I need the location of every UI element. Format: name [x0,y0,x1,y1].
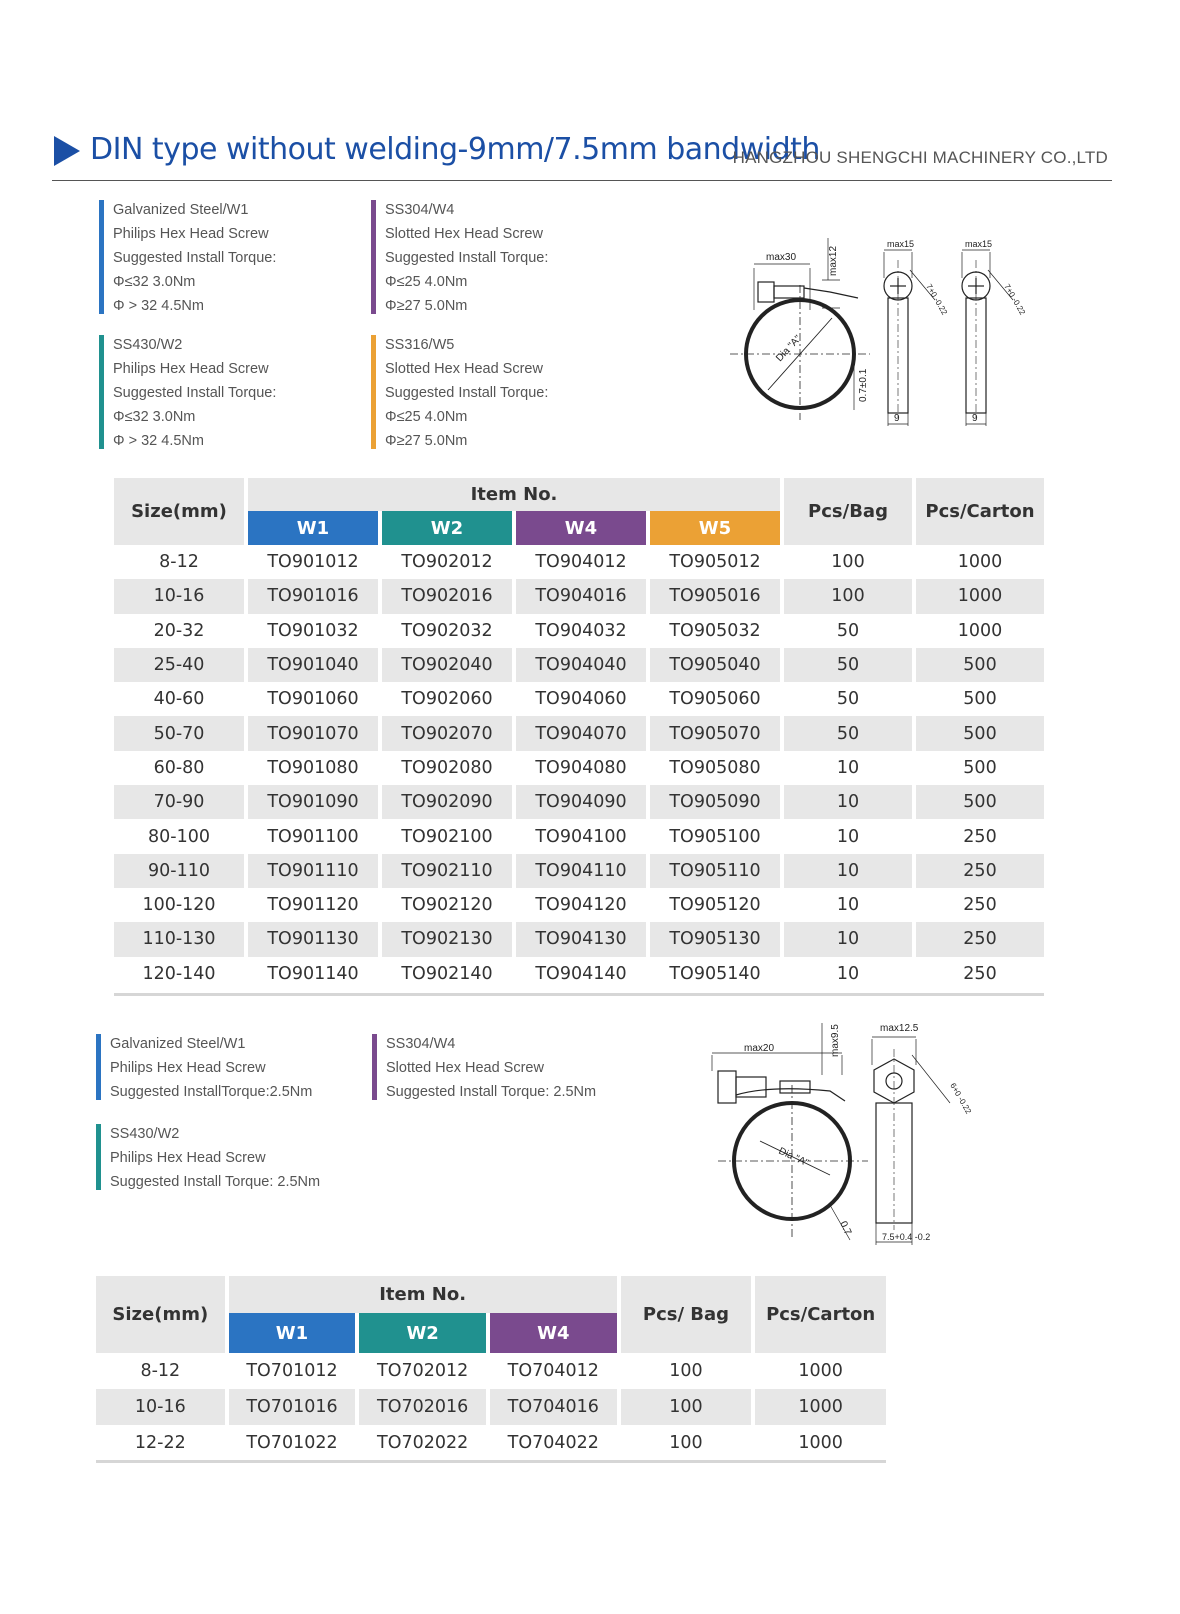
table-cell: 250 [916,922,1044,956]
table-cell: TO904100 [535,826,627,847]
table-cell: 500 [916,648,1044,682]
dim-label: 7.5+0.4 -0.2 [882,1232,931,1242]
table-cell: TO701016 [229,1389,356,1425]
dia-label: Dia "A" [776,1145,810,1170]
table-cell: 1000 [957,620,1003,641]
pcs-bag-header: Pcs/ Bag [621,1276,752,1353]
dim-label: max15 [887,239,915,249]
table-cell: 100-120 [142,895,216,916]
spec-line: SS304/W4 [385,202,455,218]
grade-w4-header: W4 [516,511,646,545]
spec-line: Φ > 32 4.5Nm [113,298,204,314]
table-cell: 10-16 [96,1389,225,1425]
table-cell: 500 [963,689,997,710]
spec-line: Suggested Install Torque: 2.5Nm [386,1084,597,1100]
table-row [114,545,1044,579]
spec-color-bar [372,1034,377,1100]
dim-label: 7+0 -0.22 [1002,282,1028,317]
table-cell: 100 [669,1433,703,1453]
table-cell: TO904032 [535,620,627,641]
spec-color-bar [371,200,376,314]
table-cell: TO905070 [650,716,780,750]
table-row [96,1353,886,1389]
spec-color-bar [371,335,376,449]
table-cell: 100 [784,579,912,613]
table-cell: TO902060 [401,689,493,710]
item-no-header: Item No. [229,1276,617,1313]
table-cell: 100 [831,552,865,573]
spec-line: Philips Hex Head Screw [113,226,269,242]
spec-line: Φ > 32 4.5Nm [113,433,204,449]
table-cell: TO904110 [516,854,646,888]
table-cell: TO902140 [401,963,493,984]
spec-galvanized-w1 [99,198,276,318]
spec-line: Φ≤25 4.0Nm [385,274,468,290]
table-cell: 50-70 [114,716,244,750]
spec-ss430-w2-7mm [96,1122,320,1194]
spec-line: Philips Hex Head Screw [110,1060,266,1076]
triangle-icon [54,136,80,166]
table-cell: TO901090 [248,785,378,819]
table-cell: TO904070 [516,716,646,750]
table-cell: 12-22 [134,1433,186,1453]
table-cell: TO701012 [246,1361,338,1381]
table-cell: 25-40 [114,648,244,682]
spec-color-bar [99,335,104,449]
table-cell: 500 [916,785,1044,819]
dim-label: 9 [894,413,900,424]
table-cell: TO905040 [650,648,780,682]
table-cell: TO704016 [490,1389,617,1425]
table-cell: 10 [836,826,860,847]
table-cell: TO902130 [382,922,512,956]
table-cell: TO702022 [377,1433,469,1453]
table-cell: TO905130 [650,922,780,956]
table-cell: TO901060 [267,689,359,710]
table-bottom-rule [114,993,1044,996]
item-table-body [114,545,1044,991]
table-row [114,579,1044,613]
table-cell: 250 [963,895,997,916]
spec-color-bar [99,200,104,314]
table-cell: 1000 [916,579,1044,613]
table-row [114,716,1044,750]
table-cell: TO904080 [535,757,627,778]
dia-label: Dia "A" [774,333,804,365]
grade-w4-header: W4 [490,1313,617,1353]
table-cell: TO901120 [267,895,359,916]
table-bottom-rule [96,1460,886,1463]
table-cell: TO904040 [516,648,646,682]
table-cell: TO901100 [267,826,359,847]
spec-galvanized-w1-7mm [96,1032,312,1104]
grade-w5-header: W5 [650,511,780,545]
table-cell: TO904130 [516,922,646,956]
dim-label: 0.7±0.1 [858,368,869,402]
table-cell: TO704022 [507,1433,599,1453]
table-cell: TO905090 [650,785,780,819]
table-row [114,888,1044,922]
table-cell: 40-60 [153,689,205,710]
spec-line: Slotted Hex Head Screw [385,361,543,377]
grade-w1-header: W1 [248,511,378,545]
spec-line: Philips Hex Head Screw [113,361,269,377]
pcs-bag-header: Pcs/Bag [784,478,912,545]
table-cell: TO905110 [650,854,780,888]
table-cell: TO905016 [650,579,780,613]
grade-w2-header: W2 [382,511,512,545]
table-cell: TO905012 [669,552,761,573]
spec-line: Suggested Install Torque: [385,250,549,266]
spec-color-bar [96,1124,101,1190]
table-cell: 110-130 [114,922,244,956]
item-table-body [96,1353,886,1461]
table-cell: 1000 [798,1433,843,1453]
table-row [96,1425,886,1461]
table-row [114,957,1044,991]
table-cell: TO702012 [377,1361,469,1381]
table-cell: TO701022 [246,1433,338,1453]
table-cell: TO904140 [535,963,627,984]
spec-line: Φ≤32 3.0Nm [113,274,196,290]
table-cell: TO902012 [401,552,493,573]
spec-ss304-w4-7mm [372,1032,596,1104]
table-cell: TO904016 [516,579,646,613]
table-cell: 60-80 [153,757,205,778]
table-cell: 120-140 [142,963,216,984]
table-cell: TO901016 [248,579,378,613]
table-cell: TO904090 [516,785,646,819]
table-cell: TO902040 [382,648,512,682]
table-cell: TO704012 [507,1361,599,1381]
table-cell: TO702016 [359,1389,486,1425]
dim-label: 0.7 [837,1219,854,1237]
item-table-7-5mm [92,1276,890,1461]
table-row [114,854,1044,888]
table-cell: 1000 [798,1361,843,1381]
table-cell: 50 [784,716,912,750]
table-cell: 10 [784,922,912,956]
table-cell: 20-32 [153,620,205,641]
item-table-9mm [110,478,1048,991]
table-cell: TO901140 [267,963,359,984]
dim-label: 9 [972,413,978,424]
spec-line: SS316/W5 [385,337,455,353]
spec-line: Suggested Install Torque: [385,385,549,401]
table-row [114,819,1044,853]
table-cell: 100 [669,1361,703,1381]
table-row [96,1389,886,1425]
spec-line: Slotted Hex Head Screw [386,1060,544,1076]
spec-line: Suggested Install Torque: [113,385,277,401]
spec-line: Suggested InstallTorque:2.5Nm [110,1084,313,1100]
table-cell: TO901070 [248,716,378,750]
spec-color-bar [96,1034,101,1100]
table-cell: TO905032 [669,620,761,641]
table-cell: 500 [916,716,1044,750]
dim-label: max12 [828,245,839,276]
table-cell: 250 [963,963,997,984]
table-cell: 8-12 [159,552,199,573]
spec-line: SS430/W2 [110,1126,180,1142]
spec-ss316-w5 [371,333,548,453]
table-cell: TO904060 [535,689,627,710]
table-row [114,922,1044,956]
table-cell: 10 [836,895,860,916]
clamp-9mm-technical-drawing [730,230,1040,440]
table-row [114,751,1044,785]
pcs-carton-header: Pcs/Carton [916,478,1044,545]
spec-line: Φ≥27 5.0Nm [385,433,468,449]
pcs-carton-header: Pcs/Carton [755,1276,886,1353]
table-cell: TO904012 [535,552,627,573]
table-cell: TO902032 [401,620,493,641]
spec-line: Slotted Hex Head Screw [385,226,543,242]
table-cell: TO901080 [267,757,359,778]
size-header: Size(mm) [114,478,244,545]
table-cell: 1000 [755,1389,886,1425]
spec-ss304-w4 [371,198,548,318]
table-cell: 100 [621,1389,752,1425]
grade-w2-header: W2 [359,1313,486,1353]
table-cell: 250 [916,854,1044,888]
table-row [114,648,1044,682]
table-cell: 10-16 [114,579,244,613]
table-row [114,785,1044,819]
dim-label: max12.5 [880,1023,919,1034]
dim-label: max30 [766,252,797,263]
spec-line: SS430/W2 [113,337,183,353]
table-cell: TO902100 [401,826,493,847]
table-cell: 10 [784,785,912,819]
spec-line: Philips Hex Head Screw [110,1150,266,1166]
spec-line: Galvanized Steel/W1 [110,1036,246,1052]
spec-line: Suggested Install Torque: 2.5Nm [110,1174,321,1190]
table-cell: 70-90 [114,785,244,819]
grade-w1-header: W1 [229,1313,356,1353]
item-no-header: Item No. [248,478,780,511]
table-cell: 80-100 [148,826,210,847]
page-header [52,128,1112,181]
dim-label: max20 [744,1043,775,1054]
table-cell: TO905080 [669,757,761,778]
table-cell: TO905120 [669,895,761,916]
spec-line: Φ≤25 4.0Nm [385,409,468,425]
page-title: DIN type without welding-9mm/7.5mm bandwidth [90,132,820,167]
table-cell: 8-12 [140,1361,181,1381]
table-cell: TO902090 [382,785,512,819]
size-header: Size(mm) [96,1276,225,1353]
clamp-7mm-technical-drawing [700,1015,980,1250]
table-cell: TO901110 [248,854,378,888]
table-cell: 500 [963,757,997,778]
table-cell: TO905100 [669,826,761,847]
table-cell: 1000 [957,552,1003,573]
spec-line: SS304/W4 [386,1036,456,1052]
company-name: HANGZHOU SHENGCHI MACHINERY CO.,LTD [732,148,1108,167]
dim-label: 6+0 -0.22 [948,1081,974,1116]
spec-line: Φ≤32 3.0Nm [113,409,196,425]
table-cell: 10 [836,963,860,984]
table-cell: 50 [784,648,912,682]
table-cell: 10 [836,757,860,778]
table-cell: TO902110 [382,854,512,888]
table-cell: TO902016 [382,579,512,613]
spec-ss430-w2 [99,333,276,453]
table-cell: 250 [963,826,997,847]
table-cell: TO905140 [669,963,761,984]
table-cell: TO905060 [669,689,761,710]
table-cell: 10 [784,854,912,888]
dim-label: max9.5 [830,1024,841,1057]
table-row [114,682,1044,716]
table-cell: 50 [836,620,860,641]
table-cell: 50 [836,689,860,710]
table-cell: TO901012 [267,552,359,573]
table-cell: TO902080 [401,757,493,778]
spec-line: Galvanized Steel/W1 [113,202,249,218]
dim-label: max15 [965,239,993,249]
table-cell: TO902120 [401,895,493,916]
table-row [114,614,1044,648]
table-cell: TO901040 [248,648,378,682]
spec-line: Φ≥27 5.0Nm [385,298,468,314]
table-cell: TO902070 [382,716,512,750]
table-cell: TO901130 [248,922,378,956]
dim-label: 7+0 -0.22 [924,282,950,317]
table-cell: TO901032 [267,620,359,641]
table-cell: 90-110 [114,854,244,888]
table-cell: TO904120 [535,895,627,916]
spec-line: Suggested Install Torque: [113,250,277,266]
